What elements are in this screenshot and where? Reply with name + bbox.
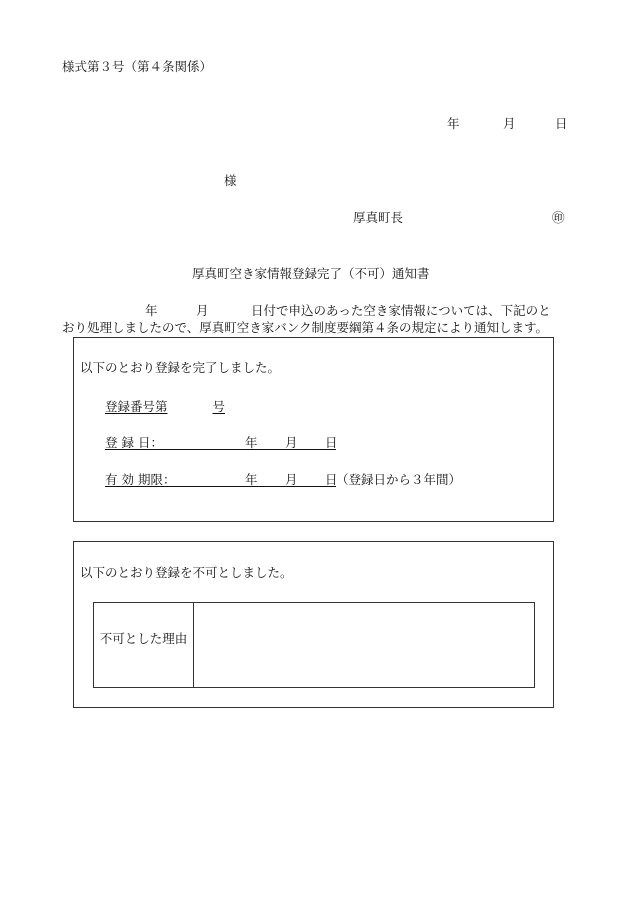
reg-date-year: 年 bbox=[245, 435, 258, 450]
reg-number-suffix: 号 bbox=[212, 399, 225, 414]
form-id: 様式第３号（第４条関係） bbox=[62, 59, 213, 74]
validity-note: （登録日から３年間） bbox=[336, 472, 462, 487]
body-line1-rest: 日付で申込のあった空き家情報については、下記のと bbox=[251, 303, 551, 318]
validity-month: 月 bbox=[285, 472, 298, 487]
validity-label: 有 効 期限： bbox=[105, 472, 176, 487]
completed-heading: 以下のとおり登録を完了しました。 bbox=[80, 360, 281, 375]
sender-title: 厚真町長 bbox=[353, 210, 404, 225]
validity-year: 年 bbox=[245, 472, 258, 487]
completed-box bbox=[73, 337, 554, 522]
validity-underline bbox=[105, 486, 336, 487]
date-day-label: 日 bbox=[555, 116, 568, 131]
body-line2: おり処理しましたので、厚真町空き家バンク制度要綱第４条の規定により通知します。 bbox=[62, 320, 549, 335]
date-year-label: 年 bbox=[447, 116, 460, 131]
validity-day: 日 bbox=[325, 472, 338, 487]
document-title: 厚真町空き家情報登録完了（不可）通知書 bbox=[192, 266, 430, 281]
body-year-label: 年 bbox=[145, 303, 158, 318]
reg-date-month: 月 bbox=[285, 435, 298, 450]
reg-number-prefix: 登録番号第 bbox=[105, 399, 168, 414]
rejected-box bbox=[73, 541, 554, 708]
reason-label: 不可とした理由 bbox=[99, 631, 188, 646]
date-month-label: 月 bbox=[503, 116, 516, 131]
reg-date-underline bbox=[105, 449, 336, 450]
reason-label-cell bbox=[94, 603, 194, 687]
rejected-heading: 以下のとおり登録を不可としました。 bbox=[80, 565, 293, 580]
reason-table bbox=[93, 602, 535, 688]
addressee-honorific: 様 bbox=[224, 173, 237, 188]
body-month-label: 月 bbox=[196, 303, 209, 318]
reg-date-label: 登 録 日： bbox=[105, 435, 163, 450]
seal-mark: ㊞ bbox=[552, 210, 565, 225]
reg-date-day: 日 bbox=[325, 435, 338, 450]
